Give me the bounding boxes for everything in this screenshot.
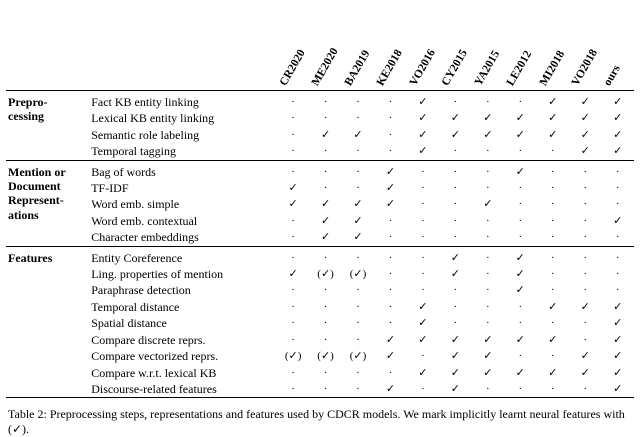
cell: · <box>485 182 490 195</box>
cell: · <box>518 145 523 158</box>
cell: ✓ <box>515 333 525 346</box>
cell: · <box>388 231 393 244</box>
column-header-1: ME2020 <box>309 46 342 88</box>
cell: ✓ <box>385 350 396 363</box>
cell: ✓ <box>613 366 623 379</box>
cell: · <box>550 350 555 363</box>
cell: ✓ <box>580 96 590 108</box>
table-row <box>6 110 634 126</box>
cell: · <box>356 251 360 264</box>
cell: · <box>421 284 425 297</box>
cell: ✓ <box>515 284 525 297</box>
column-header-5: CY2015 <box>439 47 470 88</box>
cell: · <box>291 333 295 346</box>
cell: ✓ <box>450 366 460 379</box>
table-row <box>6 127 634 143</box>
cell: · <box>485 300 490 313</box>
cell: · <box>453 165 458 178</box>
cell: · <box>550 182 555 195</box>
cell: · <box>323 300 328 313</box>
cell: · <box>583 251 588 264</box>
cell: · <box>583 317 588 330</box>
table-body <box>6 91 634 402</box>
table-header <box>6 4 634 91</box>
cell: · <box>550 251 555 264</box>
cell: ✓ <box>483 128 493 141</box>
group-label-representations: Mention or Document Represent- ations <box>8 164 66 222</box>
row-label: Spatial distance <box>91 316 167 331</box>
cell: · <box>485 268 490 281</box>
cell: ✓ <box>353 128 363 141</box>
cell: · <box>485 165 490 178</box>
cell: · <box>583 268 588 281</box>
cell: · <box>291 317 295 330</box>
cell: · <box>453 145 458 158</box>
table-row <box>6 229 634 246</box>
header-row <box>6 4 634 91</box>
cell: ✓ <box>613 128 623 141</box>
cell: · <box>583 231 588 244</box>
cell: · <box>291 300 295 313</box>
group-label-features: Features <box>8 250 53 265</box>
cell: ✓ <box>385 182 396 195</box>
cell: · <box>388 214 393 227</box>
cell: · <box>291 165 295 178</box>
cell: (✓) <box>349 268 367 281</box>
cell: · <box>453 317 458 330</box>
cell: · <box>485 145 490 158</box>
cell: · <box>518 317 523 330</box>
table-row <box>6 282 634 298</box>
column-header-7: LE2012 <box>504 48 535 88</box>
cell: · <box>356 366 360 379</box>
table-row <box>6 299 634 315</box>
cell: ✓ <box>418 145 428 158</box>
cell: ✓ <box>580 145 590 158</box>
cell: ✓ <box>320 231 331 244</box>
cell: ✓ <box>613 112 623 125</box>
cell: ✓ <box>548 333 558 346</box>
cell: ✓ <box>483 198 493 211</box>
cell: · <box>356 145 360 158</box>
cell: · <box>485 317 490 330</box>
cell: ✓ <box>548 96 558 108</box>
table-row <box>6 213 634 229</box>
cell: · <box>453 300 458 313</box>
cell: · <box>323 366 328 379</box>
column-header-6: YA2015 <box>472 48 502 88</box>
table-row <box>6 348 634 364</box>
cell: · <box>291 96 295 108</box>
table-row <box>6 94 634 110</box>
cell: · <box>615 198 620 211</box>
row-label: Fact KB entity linking <box>91 95 199 109</box>
cell: · <box>615 251 620 264</box>
cell: ✓ <box>580 300 590 313</box>
cell: · <box>518 300 523 313</box>
column-header-4: VO2016 <box>407 47 438 88</box>
comparison-table <box>6 4 634 401</box>
cell: ✓ <box>548 112 558 125</box>
cell: · <box>323 165 328 178</box>
cell: ✓ <box>288 182 298 195</box>
column-header-8: MI2018 <box>537 48 567 88</box>
cell: · <box>388 284 393 297</box>
cell: · <box>291 251 295 264</box>
corner-cell-rows <box>89 4 277 91</box>
cell: (✓) <box>317 268 334 281</box>
cell: · <box>583 165 588 178</box>
cell: · <box>356 284 360 297</box>
cell: · <box>550 268 555 281</box>
row-label: Semantic role labeling <box>91 127 200 142</box>
cell: ✓ <box>515 366 525 379</box>
column-header-9: VO2018 <box>569 47 600 88</box>
table-caption <box>6 407 636 437</box>
cell: ✓ <box>353 198 363 211</box>
cell: · <box>453 214 458 227</box>
cell: ✓ <box>580 350 590 363</box>
cell: · <box>356 317 360 330</box>
cell: · <box>485 284 490 297</box>
cell: · <box>323 333 328 346</box>
row-label: Entity Coreference <box>91 250 183 265</box>
cell: · <box>583 198 588 211</box>
cell: ✓ <box>580 112 590 125</box>
cell: · <box>518 96 523 108</box>
cell: · <box>518 382 523 395</box>
cell: · <box>356 96 360 108</box>
cell: · <box>388 251 393 264</box>
cell: ✓ <box>515 251 525 264</box>
cell: ✓ <box>418 96 428 108</box>
row-label: Character embeddings <box>91 230 199 245</box>
row-label: Word emb. simple <box>91 197 180 212</box>
row-label: Compare vectorized reprs. <box>91 349 219 364</box>
cell: · <box>323 182 328 195</box>
cell: ✓ <box>450 350 460 363</box>
cell: ✓ <box>548 366 558 379</box>
cell: · <box>323 317 328 330</box>
cell: ✓ <box>515 112 525 125</box>
cell: · <box>550 317 555 330</box>
cell: ✓ <box>450 333 460 346</box>
cell: · <box>388 128 393 141</box>
cell: · <box>291 382 295 395</box>
cell: ✓ <box>483 366 493 379</box>
column-header-10: ours <box>602 63 624 88</box>
cell: · <box>356 165 360 178</box>
cell: ✓ <box>450 251 460 264</box>
cell: · <box>323 251 328 264</box>
cell: ✓ <box>320 214 331 227</box>
cell: · <box>485 382 490 395</box>
rule-bottom <box>6 398 634 402</box>
cell: ✓ <box>385 333 396 346</box>
cell: · <box>291 128 295 141</box>
cell: · <box>356 300 360 313</box>
cell: · <box>323 112 328 125</box>
cell: ✓ <box>613 214 623 227</box>
table-row <box>6 381 634 398</box>
cell: ✓ <box>483 333 493 346</box>
cell: · <box>421 268 425 281</box>
cell: · <box>388 145 393 158</box>
cell: · <box>615 284 620 297</box>
cell: · <box>485 231 490 244</box>
cell: ✓ <box>418 112 428 125</box>
cell: ✓ <box>515 268 525 281</box>
cell: · <box>421 231 425 244</box>
cell: ✓ <box>548 300 558 313</box>
cell: · <box>291 231 295 244</box>
cell: · <box>388 268 393 281</box>
cell: ✓ <box>385 382 396 395</box>
cell: · <box>550 382 555 395</box>
cell: ✓ <box>353 214 363 227</box>
cell: · <box>388 300 393 313</box>
row-label: Discourse-related features <box>91 381 217 396</box>
cell: · <box>291 145 295 158</box>
group-label-preprocessing: Prepro- cessing <box>8 95 48 124</box>
cell: ✓ <box>613 350 623 363</box>
cell: · <box>291 366 295 379</box>
row-label: Compare w.r.t. lexical KB <box>91 365 217 380</box>
cell: · <box>291 214 295 227</box>
cell: · <box>518 198 523 211</box>
table-row <box>6 143 634 160</box>
cell: ✓ <box>450 382 460 395</box>
cell: · <box>323 145 328 158</box>
cell: ✓ <box>288 268 298 281</box>
cell: · <box>356 112 360 125</box>
cell: · <box>550 145 555 158</box>
caption-text: Preprocessing steps, representations and features used by CDCR models. We mark implicitly learnt neural features with (✓). <box>8 407 625 437</box>
cell: · <box>615 182 620 195</box>
cell: ✓ <box>418 333 428 346</box>
cell: · <box>421 251 425 264</box>
table-row <box>6 332 634 348</box>
cell: · <box>550 214 555 227</box>
cell: · <box>485 214 490 227</box>
row-label: Compare discrete reprs. <box>91 332 206 347</box>
cell: ✓ <box>483 350 493 363</box>
cell: ✓ <box>418 317 428 330</box>
corner-cell-group <box>6 4 89 91</box>
cell: · <box>323 382 328 395</box>
cell: · <box>356 382 360 395</box>
cell: · <box>421 182 425 195</box>
cell: · <box>518 182 523 195</box>
cell: · <box>453 231 458 244</box>
cell: (✓) <box>284 350 302 363</box>
cell: ✓ <box>385 165 396 178</box>
cell: · <box>583 284 588 297</box>
column-header-3: KE2018 <box>374 47 406 88</box>
caption-label: Table 2: <box>8 407 47 422</box>
cell: ✓ <box>613 317 623 330</box>
cell: · <box>421 198 425 211</box>
table-row <box>6 180 634 196</box>
cell: · <box>421 350 425 363</box>
cell: · <box>388 317 393 330</box>
cell: · <box>323 96 328 108</box>
row-label: Bag of words <box>91 164 156 179</box>
cell: · <box>583 182 588 195</box>
cell: · <box>421 382 425 395</box>
cell: · <box>550 231 555 244</box>
cell: ✓ <box>353 231 363 244</box>
cell: ✓ <box>450 128 460 141</box>
cell: ✓ <box>450 112 460 125</box>
row-label: Ling. properties of mention <box>91 267 224 282</box>
column-header-0: CR2020 <box>277 47 308 88</box>
cell: · <box>388 112 393 125</box>
cell: · <box>485 251 490 264</box>
cell: ✓ <box>613 145 623 158</box>
cell: · <box>615 165 620 178</box>
row-label: Lexical KB entity linking <box>91 111 215 126</box>
cell: ✓ <box>613 382 623 395</box>
cell: · <box>583 214 588 227</box>
cell: · <box>356 333 360 346</box>
table-row <box>6 164 634 180</box>
cell: ✓ <box>613 96 623 108</box>
cell: ✓ <box>320 198 331 211</box>
cell: · <box>356 182 360 195</box>
table-row <box>6 266 634 282</box>
cell: · <box>550 165 555 178</box>
row-label: Word emb. contextual <box>91 213 198 228</box>
row-label: TF-IDF <box>91 181 129 196</box>
cell: · <box>453 96 458 108</box>
cell: ✓ <box>515 165 525 178</box>
cell: · <box>615 231 620 244</box>
cell: · <box>388 96 393 108</box>
cell: · <box>583 382 588 395</box>
cell: · <box>485 96 490 108</box>
cell: ✓ <box>288 198 298 211</box>
cell: · <box>518 350 523 363</box>
cell: · <box>323 284 328 297</box>
cell: ✓ <box>418 300 428 313</box>
cell: · <box>291 284 295 297</box>
cell: · <box>453 198 458 211</box>
cell: ✓ <box>580 366 590 379</box>
cell: ✓ <box>548 128 558 141</box>
table-row <box>6 250 634 266</box>
cell: · <box>615 268 620 281</box>
cell: ✓ <box>418 366 428 379</box>
cell: ✓ <box>450 268 460 281</box>
column-header-2: BA2019 <box>342 48 373 88</box>
cell: ✓ <box>613 333 623 346</box>
cell: (✓) <box>349 350 367 363</box>
cell: ✓ <box>320 128 331 141</box>
cell: · <box>550 198 555 211</box>
cell: ✓ <box>613 300 623 313</box>
cell: · <box>291 112 295 125</box>
table-row <box>6 315 634 331</box>
cell: ✓ <box>483 112 493 125</box>
row-label: Temporal distance <box>91 299 180 314</box>
row-label: Temporal tagging <box>91 144 176 159</box>
cell: · <box>518 231 523 244</box>
cell: (✓) <box>317 350 334 363</box>
cell: · <box>421 214 425 227</box>
row-label: Paraphrase detection <box>91 283 191 298</box>
cell: ✓ <box>515 128 525 141</box>
cell: · <box>583 333 588 346</box>
cell: · <box>550 284 555 297</box>
cell: · <box>388 366 393 379</box>
table-row <box>6 365 634 381</box>
cell: ✓ <box>385 198 396 211</box>
cell: · <box>518 214 523 227</box>
cell: ✓ <box>580 128 590 141</box>
table-row <box>6 196 634 212</box>
cell: · <box>453 182 458 195</box>
cell: · <box>453 284 458 297</box>
cell: ✓ <box>418 128 428 141</box>
cell: · <box>421 165 425 178</box>
